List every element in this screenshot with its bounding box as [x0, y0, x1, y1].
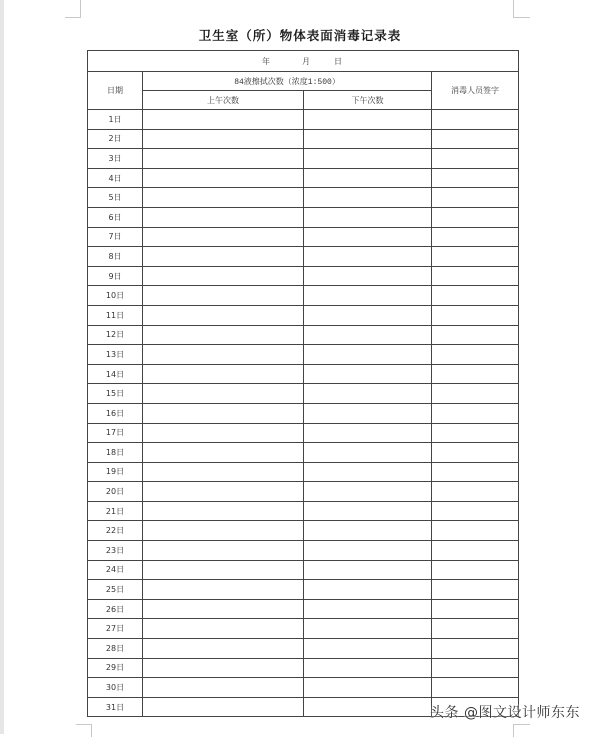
afternoon-count-cell[interactable]: [304, 482, 432, 502]
morning-count-cell[interactable]: [143, 286, 304, 306]
table-row: [88, 482, 519, 502]
day-cell: 8日: [88, 247, 143, 267]
morning-count-cell[interactable]: [143, 599, 304, 619]
signature-cell[interactable]: [432, 560, 519, 580]
day-cell: 4日: [88, 168, 143, 188]
morning-count-cell[interactable]: [143, 403, 304, 423]
table-row: [88, 501, 519, 521]
afternoon-count-cell[interactable]: [304, 364, 432, 384]
afternoon-count-cell[interactable]: [304, 149, 432, 169]
day-cell: 27日: [88, 619, 143, 639]
signature-column-header: 消毒人员签字: [432, 72, 519, 110]
table-row: [88, 110, 519, 130]
morning-count-cell[interactable]: [143, 443, 304, 463]
table-row: [88, 423, 519, 443]
morning-count-cell[interactable]: [143, 639, 304, 659]
crop-mark-bottom-left: [76, 724, 92, 737]
date-header-row: [88, 51, 519, 72]
table-row: [88, 247, 519, 267]
afternoon-count-cell[interactable]: [304, 462, 432, 482]
group-label-suffix: ）: [331, 76, 340, 86]
signature-cell[interactable]: [432, 384, 519, 404]
morning-count-cell[interactable]: [143, 619, 304, 639]
morning-count-cell[interactable]: [143, 521, 304, 541]
table-row: [88, 168, 519, 188]
signature-cell[interactable]: [432, 207, 519, 227]
day-cell: 23日: [88, 541, 143, 561]
afternoon-count-cell[interactable]: [304, 266, 432, 286]
day-cell: 18日: [88, 443, 143, 463]
afternoon-count-cell[interactable]: [304, 599, 432, 619]
signature-cell[interactable]: [432, 619, 519, 639]
month-label: 月: [302, 56, 312, 66]
table-row: [88, 129, 519, 149]
signature-cell[interactable]: [432, 168, 519, 188]
table-row: [88, 188, 519, 208]
table-row: [88, 462, 519, 482]
afternoon-count-cell[interactable]: [304, 247, 432, 267]
signature-cell[interactable]: [432, 580, 519, 600]
afternoon-count-cell[interactable]: [304, 678, 432, 698]
signature-cell[interactable]: [432, 482, 519, 502]
group-label-prefix: 84: [234, 77, 244, 87]
watermark: 头条 @图文设计师东东: [430, 705, 580, 721]
crop-mark-top-right: [513, 0, 530, 18]
afternoon-count-cell[interactable]: [304, 619, 432, 639]
afternoon-count-cell[interactable]: [304, 521, 432, 541]
day-cell: 29日: [88, 658, 143, 678]
signature-cell[interactable]: [432, 443, 519, 463]
signature-cell[interactable]: [432, 110, 519, 130]
afternoon-count-header: 下午次数: [304, 91, 432, 110]
morning-count-cell[interactable]: [143, 658, 304, 678]
day-cell: 15日: [88, 384, 143, 404]
table-row: [88, 207, 519, 227]
signature-cell[interactable]: [432, 599, 519, 619]
day-cell: 31日: [88, 697, 143, 717]
day-cell: 21日: [88, 501, 143, 521]
table-row: [88, 384, 519, 404]
afternoon-count-cell[interactable]: [304, 423, 432, 443]
day-cell: 6日: [88, 207, 143, 227]
disinfectant-group-header: [143, 72, 432, 91]
morning-count-header: 上午次数: [143, 91, 304, 110]
group-label-text: 液擦拭次数（浓度: [243, 76, 308, 86]
table-row: [88, 443, 519, 463]
afternoon-count-cell[interactable]: [304, 560, 432, 580]
signature-cell[interactable]: [432, 149, 519, 169]
morning-count-cell[interactable]: [143, 678, 304, 698]
signature-cell[interactable]: [432, 521, 519, 541]
morning-count-cell[interactable]: [143, 227, 304, 247]
afternoon-count-cell[interactable]: [304, 501, 432, 521]
morning-count-cell[interactable]: [143, 129, 304, 149]
day-cell: 20日: [88, 482, 143, 502]
signature-cell[interactable]: [432, 658, 519, 678]
afternoon-count-cell[interactable]: [304, 286, 432, 306]
day-cell: 13日: [88, 345, 143, 365]
column-header-row: [88, 72, 519, 91]
crop-mark-top-left: [65, 0, 81, 18]
afternoon-count-cell[interactable]: [304, 168, 432, 188]
table-row: [88, 619, 519, 639]
signature-cell[interactable]: [432, 129, 519, 149]
table-row: [88, 325, 519, 345]
afternoon-count-cell[interactable]: [304, 207, 432, 227]
table-row: [88, 580, 519, 600]
day-cell: 28日: [88, 639, 143, 659]
table-row: [88, 541, 519, 561]
signature-cell[interactable]: [432, 541, 519, 561]
afternoon-count-cell[interactable]: [304, 541, 432, 561]
signature-cell[interactable]: [432, 639, 519, 659]
afternoon-count-cell[interactable]: [304, 384, 432, 404]
morning-count-cell[interactable]: [143, 384, 304, 404]
table-row: [88, 266, 519, 286]
table-row: [88, 227, 519, 247]
signature-cell[interactable]: [432, 678, 519, 698]
table-row: [88, 678, 519, 698]
day-cell: 14日: [88, 364, 143, 384]
day-cell: 26日: [88, 599, 143, 619]
signature-cell[interactable]: [432, 345, 519, 365]
day-cell: 10日: [88, 286, 143, 306]
disinfection-record-table: [87, 50, 519, 717]
afternoon-count-cell[interactable]: [304, 658, 432, 678]
afternoon-count-cell[interactable]: [304, 403, 432, 423]
afternoon-count-cell[interactable]: [304, 110, 432, 130]
day-cell: 1日: [88, 110, 143, 130]
day-cell: 12日: [88, 325, 143, 345]
morning-count-cell[interactable]: [143, 247, 304, 267]
morning-count-cell[interactable]: [143, 325, 304, 345]
date-line-cell[interactable]: [88, 51, 519, 72]
afternoon-count-cell[interactable]: [304, 227, 432, 247]
morning-count-cell[interactable]: [143, 501, 304, 521]
table-row: [88, 305, 519, 325]
morning-count-cell[interactable]: [143, 580, 304, 600]
morning-count-cell[interactable]: [143, 188, 304, 208]
afternoon-count-cell[interactable]: [304, 345, 432, 365]
afternoon-count-cell[interactable]: [304, 697, 432, 717]
morning-count-cell[interactable]: [143, 482, 304, 502]
afternoon-count-cell[interactable]: [304, 129, 432, 149]
morning-count-cell[interactable]: [143, 697, 304, 717]
morning-count-cell[interactable]: [143, 168, 304, 188]
morning-count-cell[interactable]: [143, 423, 304, 443]
crop-mark-bottom-right: [513, 724, 530, 737]
day-cell: 22日: [88, 521, 143, 541]
signature-cell[interactable]: [432, 423, 519, 443]
table-row: [88, 345, 519, 365]
year-label: 年: [262, 56, 272, 66]
signature-cell[interactable]: [432, 247, 519, 267]
day-cell: 16日: [88, 403, 143, 423]
afternoon-count-cell[interactable]: [304, 188, 432, 208]
day-cell: 24日: [88, 560, 143, 580]
afternoon-count-cell[interactable]: [304, 305, 432, 325]
afternoon-count-cell[interactable]: [304, 639, 432, 659]
table-row: [88, 403, 519, 423]
morning-count-cell[interactable]: [143, 266, 304, 286]
table-row: [88, 364, 519, 384]
day-cell: 17日: [88, 423, 143, 443]
page-edge: [0, 0, 4, 734]
table-row: [88, 149, 519, 169]
morning-count-cell[interactable]: [143, 364, 304, 384]
morning-count-cell[interactable]: [143, 541, 304, 561]
day-cell: 30日: [88, 678, 143, 698]
document-title: 卫生室（所）物体表面消毒记录表: [198, 28, 402, 43]
table-row: [88, 599, 519, 619]
day-cell: 2日: [88, 129, 143, 149]
signature-cell[interactable]: [432, 188, 519, 208]
signature-cell[interactable]: [432, 403, 519, 423]
day-cell: 19日: [88, 462, 143, 482]
table-row: [88, 286, 519, 306]
afternoon-count-cell[interactable]: [304, 443, 432, 463]
signature-cell[interactable]: [432, 266, 519, 286]
table-row: [88, 521, 519, 541]
day-cell: 11日: [88, 305, 143, 325]
signature-cell[interactable]: [432, 462, 519, 482]
morning-count-cell[interactable]: [143, 207, 304, 227]
signature-cell[interactable]: [432, 364, 519, 384]
day-cell: 7日: [88, 227, 143, 247]
morning-count-cell[interactable]: [143, 305, 304, 325]
day-label: 日: [334, 56, 344, 66]
day-cell: 25日: [88, 580, 143, 600]
table-row: [88, 639, 519, 659]
date-column-header: 日期: [88, 72, 143, 110]
table-row: [88, 658, 519, 678]
morning-count-cell[interactable]: [143, 345, 304, 365]
day-cell: 5日: [88, 188, 143, 208]
signature-cell[interactable]: [432, 286, 519, 306]
table-row: [88, 560, 519, 580]
morning-count-cell[interactable]: [143, 110, 304, 130]
group-label-ratio: 1:500: [307, 77, 332, 87]
signature-cell[interactable]: [432, 227, 519, 247]
afternoon-count-cell[interactable]: [304, 325, 432, 345]
signature-cell[interactable]: [432, 501, 519, 521]
signature-cell[interactable]: [432, 305, 519, 325]
morning-count-cell[interactable]: [143, 560, 304, 580]
morning-count-cell[interactable]: [143, 462, 304, 482]
signature-cell[interactable]: [432, 325, 519, 345]
morning-count-cell[interactable]: [143, 149, 304, 169]
day-cell: 3日: [88, 149, 143, 169]
day-cell: 9日: [88, 266, 143, 286]
afternoon-count-cell[interactable]: [304, 580, 432, 600]
